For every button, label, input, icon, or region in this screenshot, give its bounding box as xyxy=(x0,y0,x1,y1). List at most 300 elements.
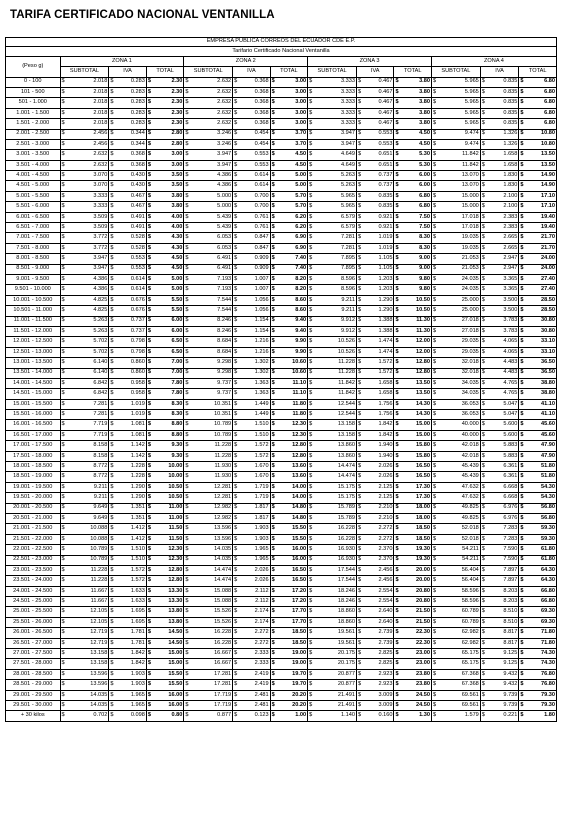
cell-value: 11.80 xyxy=(292,410,307,417)
currency-symbol: $ xyxy=(481,681,485,688)
cell-value: 6.80 xyxy=(544,120,555,127)
currency-symbol: $ xyxy=(520,566,524,573)
cell-value: 0.676 xyxy=(130,296,145,303)
iva-cell xyxy=(109,326,146,336)
cell-value: 2.640 xyxy=(378,608,393,615)
cell-value: 1.579 xyxy=(464,712,479,719)
cell-value: 4.765 xyxy=(503,390,518,397)
cell-value: 2.018 xyxy=(93,88,108,95)
subtotal-cell xyxy=(308,87,357,97)
cell-value: 3.80 xyxy=(419,88,430,95)
cell-value: 17.10 xyxy=(541,203,555,210)
cell-value: 17.018 xyxy=(461,213,479,220)
currency-symbol: $ xyxy=(147,577,151,584)
currency-symbol: $ xyxy=(357,99,362,106)
iva-cell xyxy=(480,565,519,575)
subtotal-cell xyxy=(60,576,109,586)
iva-cell xyxy=(356,181,393,191)
iva-cell xyxy=(233,98,270,108)
currency-symbol: $ xyxy=(432,535,437,542)
subtotal-cell xyxy=(184,441,233,451)
currency-symbol: $ xyxy=(61,504,65,511)
total-cell xyxy=(270,420,307,430)
currency-symbol: $ xyxy=(481,618,485,625)
currency-symbol: $ xyxy=(432,639,437,646)
total-cell xyxy=(394,316,431,326)
currency-symbol: $ xyxy=(185,608,189,615)
cell-value: 3.50 xyxy=(171,171,183,178)
currency-symbol: $ xyxy=(61,410,65,417)
total-cell xyxy=(270,576,307,586)
total-cell xyxy=(394,389,431,399)
cell-value: 3.00 xyxy=(295,99,307,106)
subtotal-cell xyxy=(184,701,233,711)
subtotal-cell xyxy=(431,513,480,523)
subtotal-cell xyxy=(60,389,109,399)
currency-symbol: $ xyxy=(309,255,313,262)
subtotal-cell xyxy=(308,628,357,638)
cell-value: 36.50 xyxy=(541,369,555,376)
cell-value: 13.070 xyxy=(461,171,479,178)
cell-value: 7.590 xyxy=(503,546,518,553)
cell-value: 15.000 xyxy=(461,192,479,199)
cell-value: 18.246 xyxy=(337,587,355,594)
cell-value: 14.474 xyxy=(337,473,355,480)
cell-value: 13.070 xyxy=(461,182,479,189)
total-cell xyxy=(519,503,557,513)
currency-symbol: $ xyxy=(234,452,238,459)
weight-range-cell: 2.001 - 2.500 xyxy=(6,129,61,139)
currency-symbol: $ xyxy=(357,597,362,604)
cell-value: 0.835 xyxy=(378,192,393,199)
currency-symbol: $ xyxy=(395,109,399,116)
iva-cell xyxy=(233,295,270,305)
weight-range-cell: 3.501 - 4.000 xyxy=(6,160,61,170)
subtotal-cell xyxy=(184,690,233,700)
iva-cell xyxy=(480,295,519,305)
iva-cell xyxy=(109,285,146,295)
subtotal-cell xyxy=(60,316,109,326)
currency-symbol: $ xyxy=(395,400,399,407)
cell-value: 32.018 xyxy=(461,369,479,376)
currency-symbol: $ xyxy=(185,255,189,262)
cell-value: 13.158 xyxy=(337,421,355,428)
total-cell xyxy=(270,399,307,409)
cell-value: 2.018 xyxy=(93,120,108,127)
cell-value: 9.298 xyxy=(217,359,232,365)
currency-symbol: $ xyxy=(481,88,485,95)
cell-value: 27.40 xyxy=(541,275,555,282)
total-cell xyxy=(394,77,431,87)
cell-value: 4.065 xyxy=(503,348,518,355)
currency-symbol: $ xyxy=(271,546,275,553)
cell-value: 2.112 xyxy=(255,597,269,604)
cell-value: 45.60 xyxy=(541,421,555,428)
total-cell xyxy=(270,410,307,420)
currency-symbol: $ xyxy=(234,629,238,636)
iva-cell xyxy=(356,565,393,575)
currency-symbol: $ xyxy=(520,462,524,469)
currency-symbol: $ xyxy=(234,130,238,137)
total-cell xyxy=(394,108,431,118)
cell-value: 3.509 xyxy=(93,213,108,220)
cell-value: 19.70 xyxy=(292,681,307,688)
currency-symbol: $ xyxy=(432,494,437,501)
cell-value: 47.90 xyxy=(541,442,555,449)
cell-value: 14.474 xyxy=(337,462,355,469)
cell-value: 1.081 xyxy=(130,431,145,438)
cell-value: 0.368 xyxy=(130,161,145,168)
subtotal-cell xyxy=(308,534,357,544)
cell-value: 9.912 xyxy=(340,317,355,324)
subtotal-cell xyxy=(431,617,480,627)
currency-symbol: $ xyxy=(234,109,238,116)
currency-symbol: $ xyxy=(271,99,275,106)
currency-symbol: $ xyxy=(309,670,313,677)
subtotal-cell xyxy=(184,171,233,181)
total-cell xyxy=(270,711,307,721)
total-cell xyxy=(394,410,431,420)
cell-value: 0.835 xyxy=(503,88,518,95)
subtotal-cell xyxy=(308,649,357,659)
subtotal-cell xyxy=(431,524,480,534)
currency-symbol: $ xyxy=(520,213,524,220)
total-cell xyxy=(270,274,307,284)
total-cell xyxy=(270,524,307,534)
currency-symbol: $ xyxy=(432,421,437,428)
total-cell xyxy=(146,513,183,523)
currency-symbol: $ xyxy=(481,327,485,334)
iva-cell xyxy=(109,181,146,191)
currency-symbol: $ xyxy=(309,171,313,178)
currency-symbol: $ xyxy=(271,442,275,449)
currency-symbol: $ xyxy=(61,701,65,708)
cell-value: 1.363 xyxy=(254,390,269,397)
currency-symbol: $ xyxy=(357,390,362,397)
cell-value: 19.30 xyxy=(415,556,430,563)
weight-range-cell: 24.501 - 25.000 xyxy=(6,597,61,607)
iva-cell xyxy=(233,628,270,638)
currency-symbol: $ xyxy=(61,514,65,521)
iva-cell xyxy=(233,254,270,264)
cell-value: 9.125 xyxy=(503,660,518,667)
subtotal-cell xyxy=(308,659,357,669)
subtotal-cell xyxy=(431,659,480,669)
cell-value: 1.842 xyxy=(378,431,393,438)
currency-symbol: $ xyxy=(234,140,238,147)
cell-value: 1.290 xyxy=(130,483,145,490)
cell-value: 20.20 xyxy=(292,691,307,698)
currency-symbol: $ xyxy=(185,140,189,147)
total-cell xyxy=(270,337,307,347)
currency-symbol: $ xyxy=(234,182,238,189)
cell-value: 3.80 xyxy=(419,120,430,127)
iva-cell xyxy=(480,389,519,399)
cell-value: 5.600 xyxy=(503,431,518,438)
table-row xyxy=(6,191,557,201)
subtotal-cell xyxy=(184,337,233,347)
cell-value: 7.80 xyxy=(171,390,183,397)
total-cell xyxy=(519,129,557,139)
cell-value: 0.528 xyxy=(130,234,145,241)
currency-symbol: $ xyxy=(357,369,362,376)
cell-value: 0.909 xyxy=(254,265,269,272)
subtotal-cell xyxy=(431,534,480,544)
subtotal-cell xyxy=(60,87,109,97)
subtotal-cell xyxy=(431,410,480,420)
currency-symbol: $ xyxy=(147,649,151,656)
cell-value: 5.965 xyxy=(464,88,479,95)
currency-symbol: $ xyxy=(185,587,189,594)
total-cell xyxy=(519,711,557,721)
currency-symbol: $ xyxy=(432,338,437,345)
currency-symbol: $ xyxy=(432,442,437,449)
total-cell xyxy=(519,347,557,357)
currency-symbol: $ xyxy=(185,171,189,178)
currency-symbol: $ xyxy=(357,140,362,147)
cell-value: 12.105 xyxy=(90,618,108,625)
subtotal-cell xyxy=(184,607,233,617)
currency-symbol: $ xyxy=(357,691,362,698)
currency-symbol: $ xyxy=(309,535,313,542)
currency-symbol: $ xyxy=(234,608,238,615)
cell-value: 7.719 xyxy=(93,421,108,428)
currency-symbol: $ xyxy=(234,514,238,521)
iva-cell xyxy=(233,607,270,617)
weight-range-cell: 23.001 - 23.500 xyxy=(6,565,61,575)
iva-cell xyxy=(356,378,393,388)
currency-symbol: $ xyxy=(234,223,238,230)
total-cell xyxy=(519,607,557,617)
iva-cell xyxy=(109,607,146,617)
total-cell xyxy=(270,462,307,472)
weight-range-cell: 26.001 - 26.500 xyxy=(6,628,61,638)
currency-symbol: $ xyxy=(234,327,238,334)
cell-value: 7.50 xyxy=(419,223,430,230)
cell-value: 9.432 xyxy=(503,670,518,677)
currency-symbol: $ xyxy=(520,556,524,563)
currency-symbol: $ xyxy=(432,244,437,251)
currency-symbol: $ xyxy=(357,192,362,199)
iva-cell xyxy=(109,160,146,170)
currency-symbol: $ xyxy=(309,566,313,573)
currency-symbol: $ xyxy=(271,265,275,272)
table-row xyxy=(6,617,557,627)
total-cell xyxy=(146,191,183,201)
currency-symbol: $ xyxy=(271,359,275,365)
iva-cell xyxy=(480,274,519,284)
subtotal-cell xyxy=(431,295,480,305)
currency-symbol: $ xyxy=(520,327,524,334)
iva-cell xyxy=(109,534,146,544)
cell-value: 1.572 xyxy=(378,359,393,365)
currency-symbol: $ xyxy=(395,151,399,158)
subtotal-cell xyxy=(308,410,357,420)
subtotal-cell xyxy=(60,243,109,253)
cell-value: 0.283 xyxy=(130,99,145,106)
cell-value: 8.684 xyxy=(217,338,232,345)
cell-value: 4.825 xyxy=(93,296,108,303)
currency-symbol: $ xyxy=(185,639,189,646)
cell-value: 5.439 xyxy=(217,223,232,230)
subtotal-cell xyxy=(431,160,480,170)
subtotal-cell xyxy=(184,576,233,586)
iva-cell xyxy=(356,513,393,523)
currency-symbol: $ xyxy=(185,566,189,573)
iva-cell xyxy=(356,534,393,544)
subtotal-cell xyxy=(431,223,480,233)
currency-symbol: $ xyxy=(234,639,238,646)
iva-cell xyxy=(233,160,270,170)
iva-cell xyxy=(109,503,146,513)
currency-symbol: $ xyxy=(395,379,399,386)
currency-symbol: $ xyxy=(110,265,114,272)
currency-symbol: $ xyxy=(309,442,313,449)
cell-value: 3.783 xyxy=(503,317,518,324)
total-cell xyxy=(519,191,557,201)
iva-cell xyxy=(480,191,519,201)
currency-symbol: $ xyxy=(432,151,437,158)
table-row xyxy=(6,264,557,274)
total-cell xyxy=(146,139,183,149)
subtotal-cell xyxy=(184,368,233,378)
weight-range-cell: 16.501 - 17.000 xyxy=(6,430,61,440)
total-cell xyxy=(146,295,183,305)
cell-value: 1.351 xyxy=(130,514,145,521)
currency-symbol: $ xyxy=(147,130,151,137)
cell-value: 3.333 xyxy=(93,192,108,199)
cell-value: 1.572 xyxy=(254,442,269,449)
currency-symbol: $ xyxy=(309,338,313,345)
cell-value: 2.30 xyxy=(171,99,183,106)
cell-value: 2.456 xyxy=(378,566,393,573)
total-cell xyxy=(394,223,431,233)
cell-value: 24.50 xyxy=(415,701,430,708)
total-cell xyxy=(146,337,183,347)
total-cell xyxy=(146,368,183,378)
currency-symbol: $ xyxy=(309,462,313,469)
cell-value: 69.30 xyxy=(541,608,555,615)
cell-value: 76.80 xyxy=(541,681,555,688)
currency-symbol: $ xyxy=(271,275,275,282)
cell-value: 22.30 xyxy=(415,629,430,636)
currency-symbol: $ xyxy=(309,379,313,386)
currency-symbol: $ xyxy=(520,400,524,407)
table-row xyxy=(6,451,557,461)
currency-symbol: $ xyxy=(271,712,275,719)
iva-cell xyxy=(356,326,393,336)
subtotal-cell xyxy=(60,410,109,420)
currency-symbol: $ xyxy=(147,514,151,521)
subtotal-cell xyxy=(60,420,109,430)
iva-cell xyxy=(109,223,146,233)
subtotal-cell xyxy=(308,513,357,523)
cell-value: 17.719 xyxy=(214,701,232,708)
total-cell xyxy=(519,545,557,555)
currency-symbol: $ xyxy=(481,483,485,490)
subtotal-cell xyxy=(431,420,480,430)
total-cell xyxy=(519,274,557,284)
currency-symbol: $ xyxy=(520,192,524,199)
total-cell xyxy=(270,316,307,326)
cell-value: 2.665 xyxy=(503,244,518,251)
currency-symbol: $ xyxy=(357,483,362,490)
table-row xyxy=(6,243,557,253)
cell-value: 2.419 xyxy=(254,670,269,677)
weight-range-cell: 1.501 - 2.000 xyxy=(6,119,61,129)
currency-symbol: $ xyxy=(61,442,65,449)
currency-symbol: $ xyxy=(234,265,238,272)
currency-symbol: $ xyxy=(234,577,238,584)
currency-symbol: $ xyxy=(481,109,485,116)
currency-symbol: $ xyxy=(395,171,399,178)
cell-value: 5.965 xyxy=(464,109,479,116)
table-row xyxy=(6,181,557,191)
weight-range-cell: 17.001 - 17.500 xyxy=(6,441,61,451)
currency-symbol: $ xyxy=(395,359,399,365)
currency-symbol: $ xyxy=(481,431,485,438)
currency-symbol: $ xyxy=(481,359,485,365)
currency-symbol: $ xyxy=(432,649,437,656)
weight-range-cell: 10.501 - 11.000 xyxy=(6,306,61,316)
subtotal-cell xyxy=(60,482,109,492)
table-row xyxy=(6,316,557,326)
total-cell xyxy=(270,493,307,503)
cell-value: 11.50 xyxy=(168,525,183,532)
currency-symbol: $ xyxy=(147,161,151,168)
total-cell xyxy=(519,243,557,253)
currency-symbol: $ xyxy=(271,629,275,636)
cell-value: 23.80 xyxy=(415,681,430,688)
cell-value: 8.30 xyxy=(419,234,430,241)
currency-symbol: $ xyxy=(185,494,189,501)
currency-symbol: $ xyxy=(309,473,313,480)
currency-symbol: $ xyxy=(110,514,114,521)
currency-symbol: $ xyxy=(234,681,238,688)
currency-symbol: $ xyxy=(185,691,189,698)
currency-symbol: $ xyxy=(61,348,65,355)
cell-value: 28.50 xyxy=(541,307,555,314)
cell-value: 54.30 xyxy=(541,494,555,501)
total-cell xyxy=(519,690,557,700)
cell-value: 11.667 xyxy=(90,587,108,594)
total-cell xyxy=(394,462,431,472)
cell-value: 16.930 xyxy=(337,546,355,553)
cell-value: 2.018 xyxy=(93,109,108,116)
total-cell xyxy=(394,420,431,430)
total-cell xyxy=(519,482,557,492)
total-cell xyxy=(519,524,557,534)
iva-cell xyxy=(480,545,519,555)
currency-symbol: $ xyxy=(271,452,275,459)
table-row xyxy=(6,171,557,181)
cell-value: 7.193 xyxy=(217,275,232,282)
cell-value: 0.467 xyxy=(378,120,393,127)
table-row xyxy=(6,202,557,212)
currency-symbol: $ xyxy=(61,161,65,168)
weight-range-cell: 7.501 - 8.000 xyxy=(6,243,61,253)
total-cell xyxy=(270,659,307,669)
cell-value: 13.50 xyxy=(541,161,555,168)
currency-symbol: $ xyxy=(481,203,485,210)
cell-value: 21.053 xyxy=(461,255,479,262)
currency-symbol: $ xyxy=(234,338,238,345)
currency-symbol: $ xyxy=(520,546,524,553)
cell-value: 10.789 xyxy=(90,546,108,553)
currency-symbol: $ xyxy=(110,99,114,106)
cell-value: 1.781 xyxy=(130,639,145,646)
currency-symbol: $ xyxy=(309,109,313,116)
